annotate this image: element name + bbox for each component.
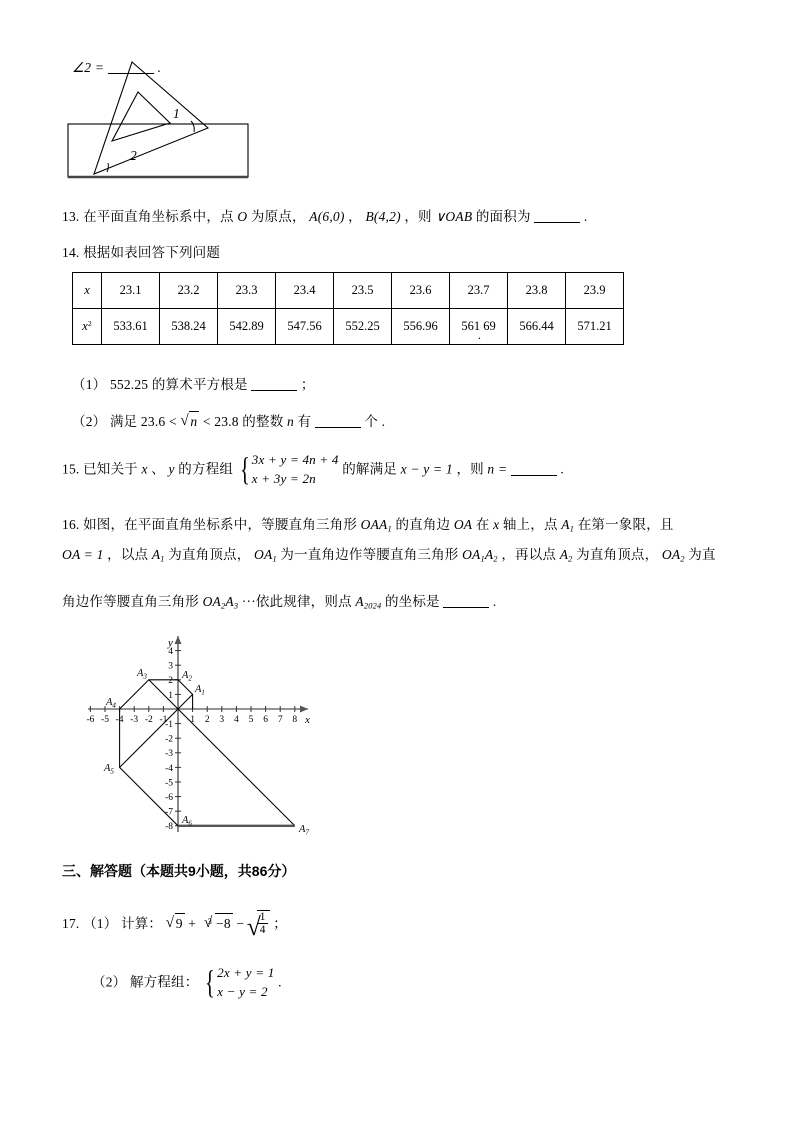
answer-blank[interactable] [251,377,297,391]
q16-line3b: ···依此规律，则点 [241,594,352,609]
variable-n: n [286,414,294,429]
period: . [278,974,282,990]
q16-line2e: ，再以点 [501,547,557,562]
point-a2024: $A_{2024}$ [355,594,382,611]
equation-system-q15 [237,451,339,488]
subscript: 1 [569,524,575,534]
unit-ge: 个 [364,414,379,429]
minus-operator: − [236,915,245,931]
variable-x: x [141,461,148,477]
row-label-x: x [73,273,102,309]
q16-line2b: ，以点 [107,547,149,562]
point-a2: $A_2$ [559,547,573,564]
point-a1: $A_1$ [561,517,575,534]
part-marker: （2） [92,974,127,990]
axis-x: x [493,517,500,532]
svg-text:2: 2 [204,715,210,725]
table-cell: 556.96 [392,309,450,345]
x-axis-arrow [300,706,308,713]
part-marker: （1） [83,915,118,931]
q16-line1e: 在第一象限，且 [577,517,674,532]
table-cell: 23.6 [392,273,450,309]
svg-text:-5: -5 [165,778,173,789]
label-a5: $A_5$ [104,763,114,776]
question-14-table-wrapper [72,272,624,345]
rectangle-band [68,124,248,177]
subscript: 2024 [363,601,382,611]
part-1-text: 的算术平方根是 [151,377,248,392]
label-a2: $A_2$ [182,670,192,683]
svg-text:3: 3 [219,715,225,725]
triangle-oa2a3: $OA_2A_3$ [202,594,239,611]
q15-text-d: ，则 [456,461,484,477]
table-cell: 552.25 [334,309,392,345]
subscript: 2 [493,554,498,564]
question-17-part-1 [62,910,287,938]
point-b-coords: B(4,2) [365,209,401,224]
svg-text:6: 6 [263,715,268,725]
set-square-inner-cutout [112,92,170,141]
part-marker: （1） [72,377,107,392]
table-cell: 538.24 [160,309,218,345]
period: . [583,209,588,224]
svg-text:5: 5 [248,715,254,725]
question-number: 16. [62,517,80,532]
relation-2: < [202,414,211,429]
condition-expression: x − y = 1 [400,461,453,477]
question-number: 15. [62,461,80,477]
equation-1: 3x + y = 4n + 4 [251,452,339,468]
svg-text:-2: -2 [165,734,173,745]
table-cell: 23.2 [160,273,218,309]
q13-text-d: 的面积为 [475,209,531,224]
svg-text:-6: -6 [165,793,173,803]
q16-line2f: 为直角顶点， [576,547,659,562]
part-2-text-c: 有 [297,414,312,429]
semicolon: ； [273,915,287,931]
sqrt-9 [166,913,185,935]
radicand: n [189,411,199,433]
svg-text:-4: -4 [115,715,124,725]
plus-operator: + [188,915,197,931]
question-number: 13. [62,209,80,224]
svg-text:-6: -6 [86,715,95,725]
y-tick-labels [165,647,173,832]
q13-sep: ， [348,209,362,224]
label-a3: $A_3$ [137,668,147,681]
part-2-text: 解方程组： [129,974,199,990]
sqrt-one-quarter [248,910,270,938]
table-cell: 571.21 [566,309,624,345]
svg-text:2: 2 [168,676,173,687]
answer-blank[interactable] [534,209,580,223]
question-16-line-1 [62,515,762,537]
svg-text:-4: -4 [165,763,173,774]
answer-blank[interactable] [443,594,489,608]
q13-text-c: ，则 [404,209,432,224]
part-1-text: 计算： [121,915,163,931]
left-brace: { [239,451,250,488]
q16-line1: 如图，在平面直角坐标系中，等腰直角三角形 [83,517,358,532]
label-a7: $A_7$ [299,824,309,837]
q15-text-a: 已知关于 [83,461,138,477]
y-axis-label: y [168,637,173,649]
table-cell: 547.56 [276,309,334,345]
question-14-part-2 [72,411,385,433]
stray-decimal-point: . [477,327,481,342]
table-cell-odd-glyph [450,309,508,345]
angle-2-arc [107,163,108,172]
table-cell: 23.9 [566,273,624,309]
period: . [560,461,564,477]
angle-2-expression: ∠2 = [72,60,105,75]
q16-line2d: 为一直角边作等腰直角三角形 [280,547,459,562]
point-a-coords: A(6,0) [309,209,345,224]
lower-bound: 23.6 [140,414,166,429]
question-17-part-2 [92,965,282,1002]
period: . [492,594,497,609]
q16-line1d: 轴上，点 [502,517,558,532]
triangle-oa1a2: $OA_1A_2$ [462,547,498,564]
question-number: 17. [62,915,80,931]
triangle-oaa1: $OAA_1$ [360,517,392,534]
root-index: 3 [207,917,213,927]
question-16-figure [62,624,362,842]
x-axis-label: x [305,714,310,726]
sqrt-n [180,411,199,433]
fraction-denominator: 4 [259,924,266,937]
question-16-line-2 [62,545,762,567]
question-14-part-1 [72,375,315,396]
part-2-text-a: 满足 [109,414,138,429]
spiral-outline [120,680,298,826]
point-o-symbol: O [237,209,248,224]
period: . [157,60,161,75]
cube-root-term [200,916,233,931]
q16-line2c: 为直角顶点， [168,547,251,562]
q13-text-b: 为原点， [250,209,306,224]
question-15 [62,452,762,489]
table-cell: 23.8 [508,273,566,309]
left-brace: { [205,964,216,1001]
svg-text:-1: -1 [165,720,173,730]
table-cell: 23.3 [218,273,276,309]
q16-line3a: 角边作等腰直角三角形 [62,594,199,609]
x-and-x-squared-table [72,272,624,345]
fraction-numerator: √ 1 [259,911,266,924]
q14-text: 根据如表回答下列问题 [83,245,221,260]
svg-text:1: 1 [168,690,173,701]
answer-blank[interactable] [315,414,361,428]
equation-2: x − y = 2 [217,983,268,999]
svg-text:4: 4 [168,647,173,657]
table-row-x-squared [73,309,624,345]
value-552-25: 552.25 [109,377,149,392]
svg-text:-5: -5 [101,715,109,725]
relation-1: < [168,414,177,429]
segment-oa1: $OA_1$ [254,547,277,564]
label-a4: $A_4$ [106,697,116,710]
svg-text:3: 3 [168,661,173,672]
coordinate-plane-spiral-diagram [62,624,362,842]
dunhao: 、 [151,461,165,477]
equation-1: 2x + y = 1 [217,965,275,981]
table-cell: 566.44 [508,309,566,345]
radicand: 9 [175,913,185,935]
q16-line1c: 在 [475,517,490,532]
variable-y: y [168,461,175,477]
point-labels [103,668,309,837]
rays-from-origin [120,680,298,826]
set-square-outer [94,62,208,174]
svg-text:7: 7 [277,715,283,725]
period: . [381,414,386,429]
svg-text:-3: -3 [130,715,139,725]
svg-text:8: 8 [292,715,298,725]
odd-cell-int: 561 [461,319,481,333]
semicolon: ； [300,377,315,392]
q15-text-b: 的方程组 [178,461,234,477]
svg-text:-1: -1 [159,715,168,725]
table-cell: 533.61 [102,309,160,345]
point-a1-ref: $A_1$ [151,547,165,564]
label-a6: $A_6$ [182,815,192,828]
svg-text:1: 1 [190,715,195,725]
part-marker: （2） [72,414,107,429]
table-row-x [73,273,624,309]
subscript: 2 [680,554,685,564]
x-tick-labels [86,715,297,725]
upper-bound: 23.8 [214,414,239,429]
angle-2-label: 2 [130,148,137,163]
subscript: 2 [220,601,226,611]
table-cell: 23.1 [102,273,160,309]
question-16-line-3 [62,592,762,614]
y-axis-arrow [175,636,182,644]
subscript: 3 [233,601,239,611]
table-cell: 542.89 [218,309,276,345]
angle-1-arc [191,121,194,132]
question-14-stem [62,243,220,264]
odd-cell-frac: 69 [483,319,496,333]
q13-text-a: 在平面直角坐标系中，点 [83,209,234,224]
n-equals: n = [487,461,508,477]
question-12-figure [60,48,380,193]
svg-text:-2: -2 [144,715,153,725]
q16-line3c: 的坐标是 [384,594,440,609]
svg-text:4: 4 [234,715,239,725]
angle-1-label: 1 [173,106,180,121]
subscript: 2 [568,554,573,564]
segment-oa: OA [453,517,473,532]
svg-text:-7: -7 [165,807,173,818]
subscript: 1 [160,554,165,564]
table-cell: 23.5 [334,273,392,309]
radicand: −8 [215,913,233,935]
q16-line2g: 为直 [688,547,716,562]
svg-text:-8: -8 [165,822,173,833]
table-cell: 23.7 [450,273,508,309]
subscript: 1 [387,524,392,534]
row-label-x-squared: $x^2$ [73,309,102,345]
triangle-oab-label: ∨OAB [435,209,473,224]
equation-2: x + 3y = 2n [251,470,316,486]
segment-oa2: $OA_2$ [661,547,685,564]
axes [88,636,308,832]
subscript: 1 [272,554,277,564]
part-2-text-b: 的整数 [242,414,284,429]
equation-system-q17 [202,964,275,1001]
table-cell: 23.4 [276,273,334,309]
set-square-on-rectangle-diagram [60,48,380,193]
answer-blank[interactable] [511,462,557,476]
section-3-heading: 三、解答题（本题共9小题，共86分） [62,863,296,879]
q15-text-c: 的解满足 [342,461,398,477]
question-number: 14. [62,245,80,260]
svg-text:-3: -3 [165,749,173,760]
q16-line1b: 的直角边 [395,517,451,532]
subscript: 1 [480,554,485,564]
label-a1: $A_1$ [195,684,205,697]
question-13 [62,207,742,228]
oa-equals-1: OA = 1 [62,547,104,562]
